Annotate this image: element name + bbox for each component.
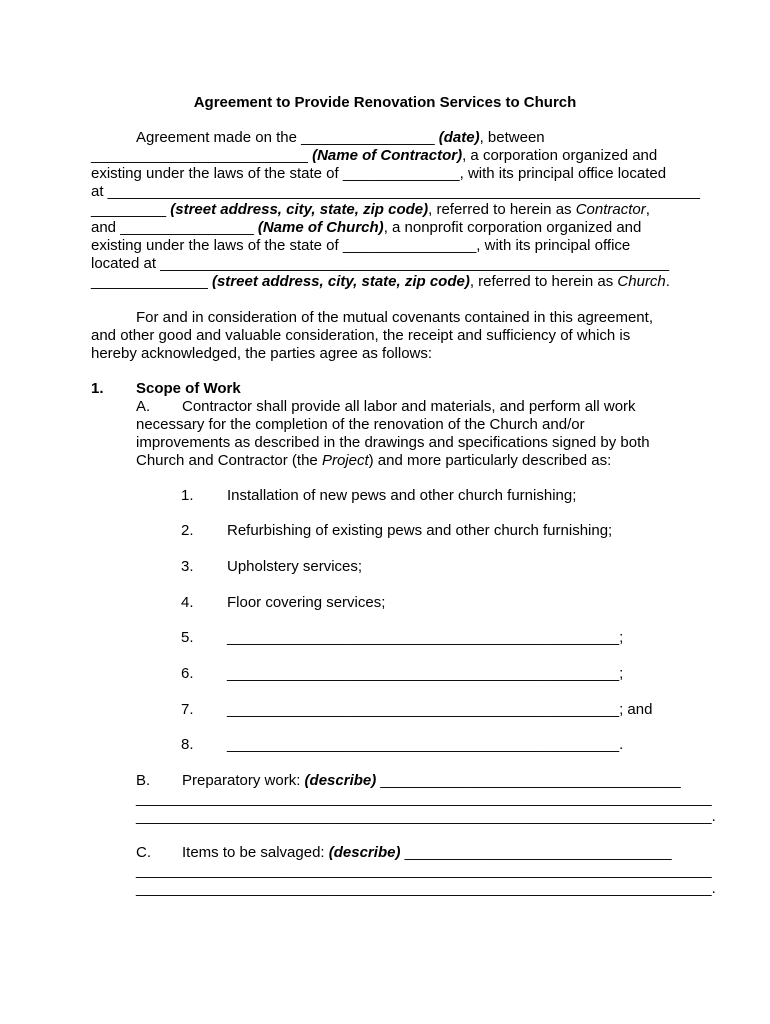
intro-text: . (665, 273, 670, 290)
church-name-placeholder: (Name of Church) (257, 219, 384, 236)
clause-b-line-2: _____________________________________________________________________ (136, 790, 712, 807)
blank-line: ________________________________ (400, 844, 672, 861)
address-placeholder: (street address, city, state, zip code) (170, 201, 429, 218)
list-item: Floor covering services; (227, 594, 386, 611)
list-item: Upholstery services; (227, 558, 363, 575)
clause-c-line-3: _____________________________________________________________________. (136, 880, 716, 897)
list-item-number: 3. (181, 558, 194, 575)
list-item-number: 6. (181, 665, 194, 682)
intro-line-3: existing under the laws of the state of ______________, with its principal office located (91, 165, 667, 182)
intro-text: , referred to herein as (469, 273, 618, 290)
address-placeholder: (street address, city, state, zip code) (211, 273, 470, 290)
church-term: Church (617, 273, 666, 290)
clause-text: ) and more particularly described as: (368, 452, 612, 469)
clause-c-line-2: _____________________________________________________________________ (136, 862, 712, 879)
clause-a-label: A. (136, 398, 151, 415)
describe-placeholder: (describe) (304, 772, 377, 789)
list-item-number: 1. (181, 487, 194, 504)
list-item-number: 8. (181, 736, 194, 753)
intro-text: and ________________ (91, 219, 258, 236)
clause-a-line-3: improvements as described in the drawings and specifications signed by both (136, 434, 650, 451)
section-number: 1. (91, 380, 104, 397)
intro-line-4: at _______________________________________________________________________ (91, 183, 700, 200)
intro-line-2 (91, 147, 657, 165)
contractor-name-placeholder: (Name of Contractor) (312, 147, 463, 164)
clause-b-label: B. (136, 772, 151, 789)
blank-line: ____________________________________ (376, 772, 681, 789)
intro-line-6 (91, 219, 641, 237)
section-heading: Scope of Work (136, 380, 241, 397)
intro-text: _________ (91, 201, 171, 218)
project-term: Project (321, 452, 369, 469)
clause-text: Preparatory work: (182, 772, 305, 789)
list-item: Installation of new pews and other church furnishing; (227, 487, 577, 504)
intro-line-1 (136, 129, 545, 147)
list-item-number: 5. (181, 629, 194, 646)
list-item-number: 7. (181, 701, 194, 718)
clause-a-line-1: Contractor shall provide all labor and materials, and perform all work (182, 398, 636, 415)
clause-a-line-2: necessary for the completion of the renovation of the Church and/or (136, 416, 585, 433)
list-item-blank: _______________________________________________; (227, 665, 624, 682)
intro-line-7: existing under the laws of the state of ________________, with its principal office (91, 237, 631, 254)
consideration-line-2: and other good and valuable consideration, the receipt and sufficiency of which is (91, 327, 631, 344)
intro-text: , a corporation organized and (462, 147, 658, 164)
intro-text: , referred to herein as (428, 201, 576, 218)
intro-text: , a nonprofit corporation organized and (383, 219, 642, 236)
intro-text: , (645, 201, 650, 218)
intro-line-5 (91, 201, 650, 219)
clause-b-line-3: _____________________________________________________________________. (136, 808, 716, 825)
intro-text: __________________________ (91, 147, 313, 164)
intro-text: , between (479, 129, 545, 146)
document-title: Agreement to Provide Renovation Services to Church (193, 94, 577, 111)
clause-text: Items to be salvaged: (182, 844, 329, 861)
list-item-blank: _______________________________________________. (227, 736, 624, 753)
describe-placeholder: (describe) (328, 844, 401, 861)
clause-a-line-4 (136, 452, 611, 470)
clause-b-line-1 (182, 772, 681, 790)
list-item-number: 4. (181, 594, 194, 611)
consideration-line-3: hereby acknowledged, the parties agree as follows: (91, 345, 433, 362)
consideration-line-1: For and in consideration of the mutual covenants contained in this agreement, (136, 309, 653, 326)
list-item-blank: _______________________________________________; and (227, 701, 653, 718)
intro-line-8: located at _____________________________________________________________ (91, 255, 670, 272)
intro-line-9 (91, 273, 670, 291)
clause-c-line-1 (182, 844, 672, 862)
clause-c-label: C. (136, 844, 151, 861)
intro-text: Agreement made on the ________________ (136, 129, 439, 146)
list-item: Refurbishing of existing pews and other church furnishing; (227, 522, 613, 539)
list-item-number: 2. (181, 522, 194, 539)
clause-text: Church and Contractor (the (136, 452, 322, 469)
intro-text: ______________ (91, 273, 212, 290)
date-placeholder: (date) (438, 129, 480, 146)
contractor-term: Contractor (575, 201, 646, 218)
list-item-blank: _______________________________________________; (227, 629, 624, 646)
